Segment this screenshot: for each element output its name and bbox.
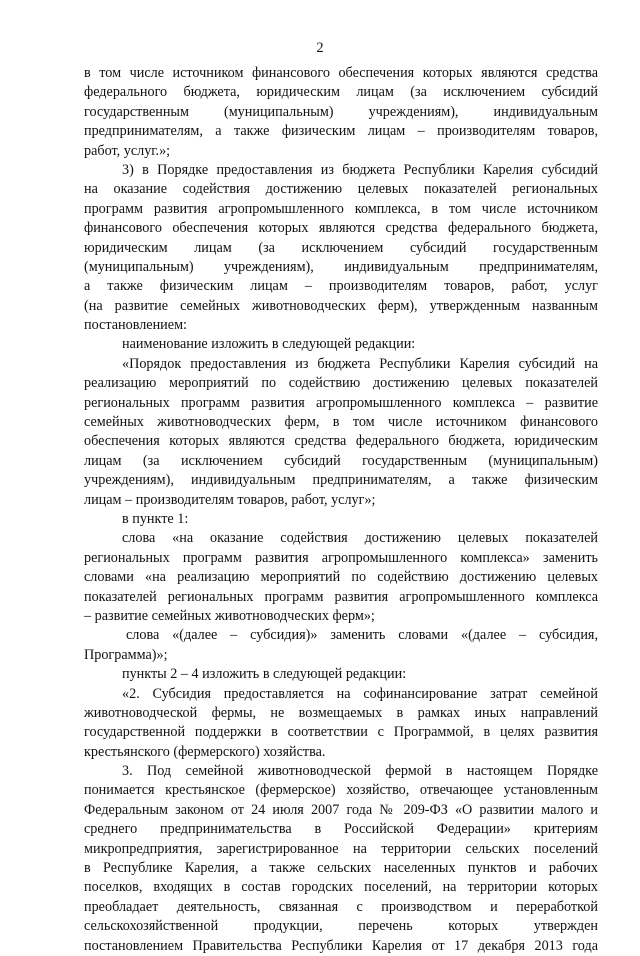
text-line: Федеральным законом от 24 июля 2007 года № 209-ФЗ «О развитии малого и — [84, 801, 598, 818]
text-line: федерального бюджета, юридическим лицам (за исключением субсидий — [84, 84, 598, 101]
text-line: семейных животноводческих ферм, в том числе источником финансового — [84, 414, 598, 431]
text-line: а также физическим лицам – производителям товаров, работ, услуг — [84, 278, 598, 295]
text-line: 3) в Порядке предоставления из бюджета Республики Карелия субсидий — [122, 161, 598, 178]
text-line: (на развитие семейных животноводческих ферм), утвержденным названным — [84, 297, 598, 314]
text-line: словами «на реализацию мероприятий по содействию достижению целевых — [84, 569, 598, 586]
text-line: «Порядок предоставления из бюджета Республики Карелия субсидий на — [122, 355, 598, 372]
text-line: крестьянского (фермерского) хозяйства. — [84, 743, 326, 760]
text-line: региональных программ развития агропромышленного комплекса» заменить — [84, 549, 598, 566]
page-number: 2 — [316, 40, 324, 56]
text-line: слова «на оказание содействия достижению целевых показателей — [122, 530, 598, 547]
text-line: юридическим лицам (за исключением субсидий государственным — [84, 239, 598, 256]
text-line: животноводческой фермы, не возмещаемых в рамках иных направлений — [84, 704, 598, 721]
text-line: в том числе источником финансового обеспечения которых являются средства — [84, 65, 598, 81]
text-line: (муниципальным) учреждениям), индивидуальным предпринимателям, — [84, 258, 598, 275]
text-line: в Республике Карелия, а также сельских населенных пунктов и рабочих — [84, 860, 598, 877]
text-line: учреждениям), индивидуальным предпринимателям, а также физическим — [84, 472, 598, 489]
text-line: государственным (муниципальным) учреждениям), индивидуальным — [84, 103, 598, 120]
text-line: на оказание содействия достижению целевых показателей региональных — [84, 181, 598, 198]
text-line: микропредприятия, зарегистрированное на территории сельских поселений — [84, 840, 598, 857]
text-line: показателей региональных программ развития агропромышленного комплекса — [84, 588, 598, 605]
text-line: Программа)»; — [84, 646, 168, 663]
text-line: «2. Субсидия предоставляется на софинансирование затрат семейной — [122, 685, 598, 702]
text-line: пункты 2 – 4 изложить в следующей редакции: — [122, 666, 407, 683]
text-line: слова «(далее – субсидия)» заменить словами «(далее – субсидия, — [126, 627, 598, 644]
text-line: понимается крестьянское (фермерское) хозяйство, отвечающее установленным — [84, 782, 598, 799]
text-line: обеспечения которых являются средства федерального бюджета, юридическим — [84, 433, 598, 450]
text-line: предпринимателям, а также физическим лицам – производителям товаров, — [84, 123, 598, 140]
text-line: в пункте 1: — [122, 510, 189, 527]
text-line: финансового обеспечения которых являются средства федерального бюджета, — [84, 220, 598, 237]
text-line: региональных программ развития агропромышленного комплекса – развитие — [84, 394, 598, 411]
text-line: лицам (за исключением субсидий государственным (муниципальным) — [84, 452, 598, 469]
text-line: – развитие семейных животноводческих ферм»; — [84, 607, 375, 624]
text-line: реализацию мероприятий по содействию достижению целевых показателей — [84, 375, 598, 392]
text-line: наименование изложить в следующей редакции: — [122, 336, 416, 353]
text-line: сельскохозяйственной продукции, перечень которых утвержден — [84, 918, 598, 935]
text-line: постановлением Правительства Республики Карелия от 17 декабря 2013 года — [84, 937, 598, 954]
text-line: преобладает деятельность, связанная с производством и переработкой — [84, 898, 598, 915]
text-line: программ развития агропромышленного комплекса, в том числе источником — [84, 200, 598, 217]
text-line: поселков, входящих в состав городских поселений, на территории которых — [84, 879, 598, 896]
text-line: лицам – производителям товаров, работ, услуг»; — [84, 491, 376, 508]
text-line: государственной поддержки в соответствии с Программой, в целях развития — [84, 724, 598, 741]
text-line: 3. Под семейной животноводческой фермой в настоящем Порядке — [122, 763, 598, 780]
document-body — [84, 64, 598, 956]
text-line: работ, услуг.»; — [84, 142, 171, 159]
text-line: среднего предпринимательства в Российской Федерации» критериям — [84, 821, 598, 838]
text-line: постановлением: — [84, 317, 187, 334]
